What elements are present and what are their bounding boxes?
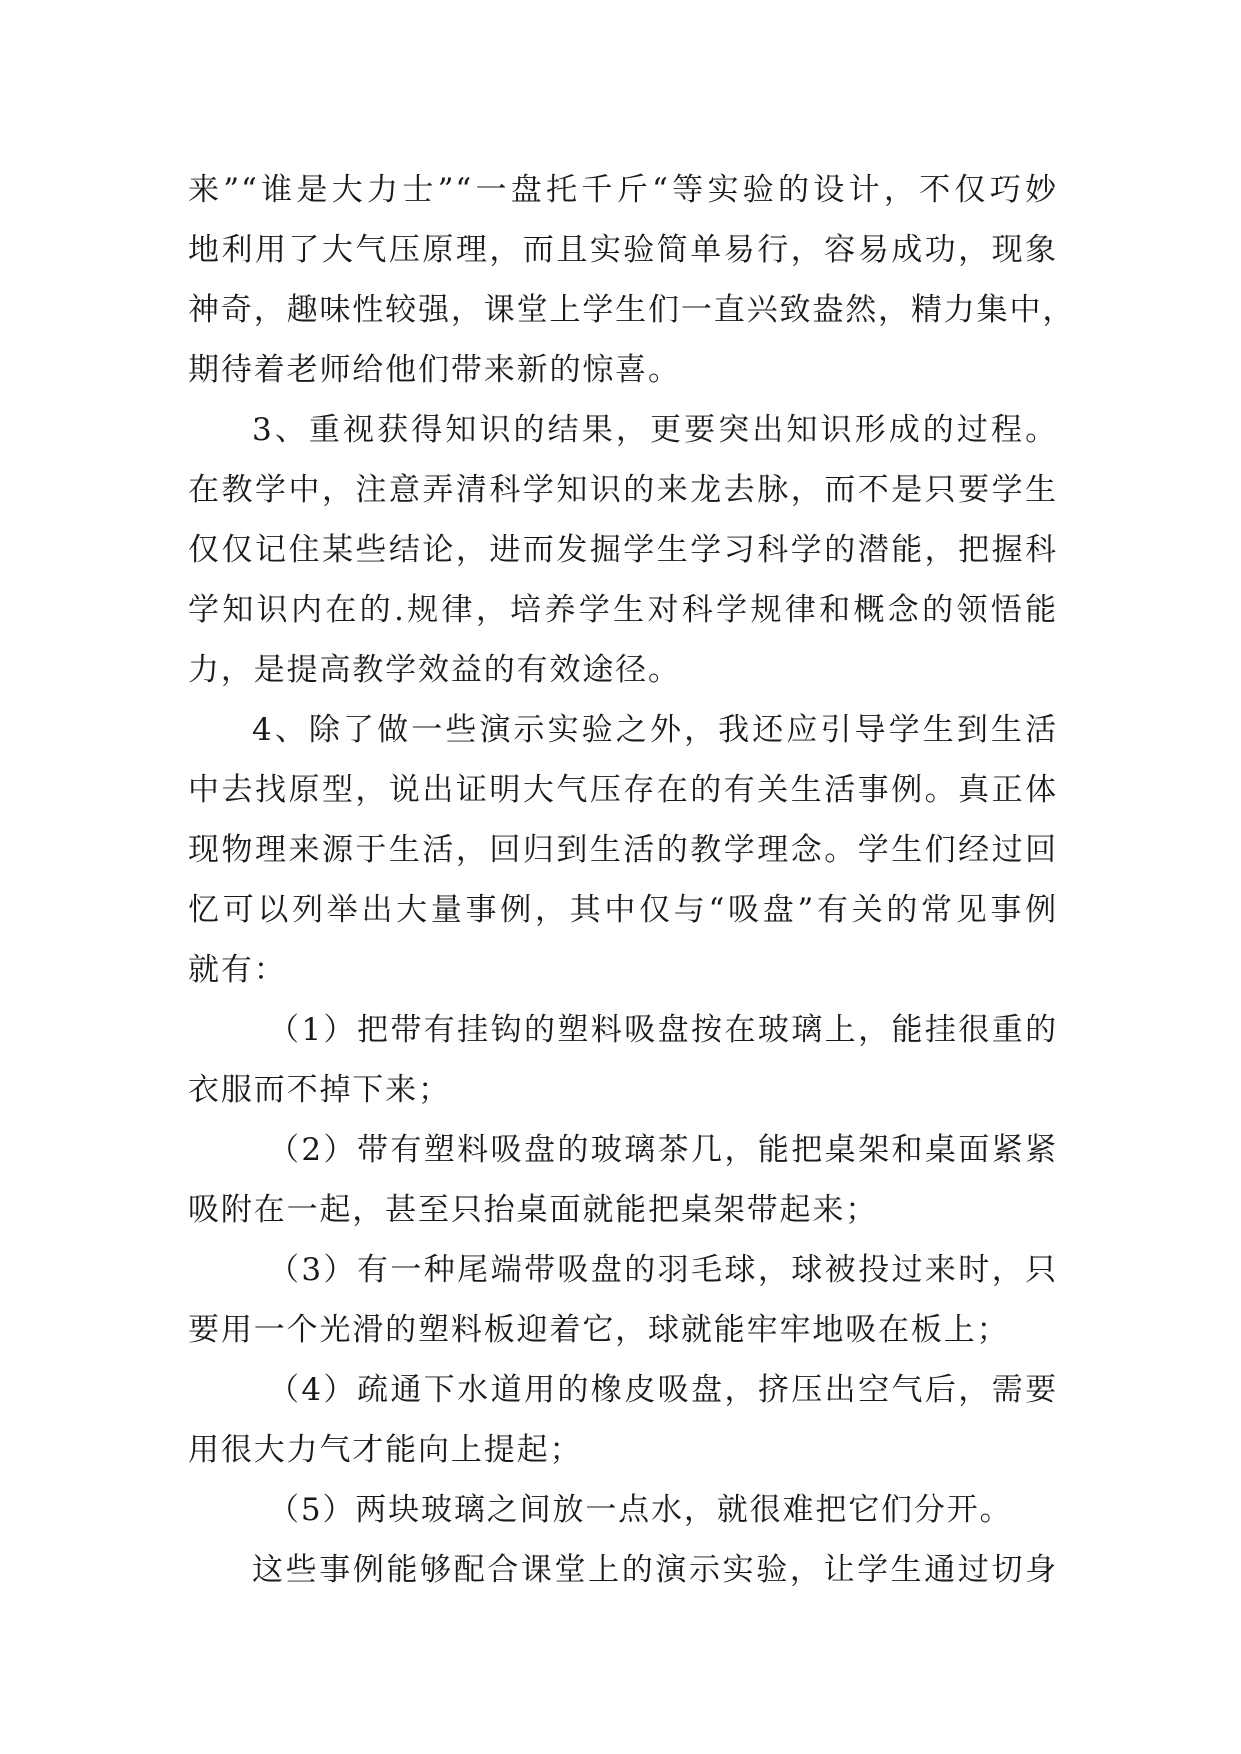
text-line: 学知识内在的.规律，培养学生对科学规律和概念的领悟能 [188, 592, 1058, 628]
text-line: 3、重视获得知识的结果，更要突出知识形成的过程。 [252, 412, 1058, 448]
text-line: 4、除了做一些演示实验之外，我还应引导学生到生活 [252, 712, 1058, 748]
text-line: 仅仅记住某些结论，进而发掘学生学习科学的潜能，把握科 [188, 532, 1058, 568]
text-line: （4）疏通下水道用的橡皮吸盘，挤压出空气后，需要 [268, 1372, 1058, 1408]
text-line: 现物理来源于生活，回归到生活的教学理念。学生们经过回 [188, 832, 1058, 868]
text-line: （3）有一种尾端带吸盘的羽毛球，球被投过来时，只 [268, 1252, 1058, 1288]
text-line: 要用一个光滑的塑料板迎着它，球就能牢牢地吸在板上； [188, 1312, 1010, 1348]
text-line: 地利用了大气压原理，而且实验简单易行，容易成功，现象 [188, 232, 1058, 268]
text-line: （1）把带有挂钩的塑料吸盘按在玻璃上，能挂很重的 [268, 1012, 1058, 1048]
text-line: 用很大力气才能向上提起； [188, 1432, 583, 1468]
text-line: 力，是提高教学效益的有效途径。 [188, 652, 681, 688]
text-line: 中去找原型，说出证明大气压存在的有关生活事例。真正体 [188, 772, 1058, 808]
text-line: 在教学中，注意弄清科学知识的来龙去脉，而不是只要学生 [188, 472, 1058, 508]
text-line: 忆可以列举出大量事例，其中仅与“吸盘”有关的常见事例 [188, 892, 1058, 928]
text-line: 这些事例能够配合课堂上的演示实验，让学生通过切身 [252, 1552, 1058, 1588]
text-line: 神奇，趣味性较强，课堂上学生们一直兴致盎然，精力集中， [188, 292, 1076, 328]
text-line: 就有： [188, 952, 287, 988]
text-line: 来”“谁是大力士”“一盘托千斤“等实验的设计，不仅巧妙 [188, 172, 1058, 208]
text-line: 衣服而不掉下来； [188, 1072, 451, 1108]
text-line: （5）两块玻璃之间放一点水，就很难把它们分开。 [268, 1492, 1013, 1528]
text-line: 期待着老师给他们带来新的惊喜。 [188, 352, 681, 388]
document-page [188, 160, 1076, 1600]
text-line: 吸附在一起，甚至只抬桌面就能把桌架带起来； [188, 1192, 879, 1228]
text-line: （2）带有塑料吸盘的玻璃茶几，能把桌架和桌面紧紧 [268, 1132, 1058, 1168]
